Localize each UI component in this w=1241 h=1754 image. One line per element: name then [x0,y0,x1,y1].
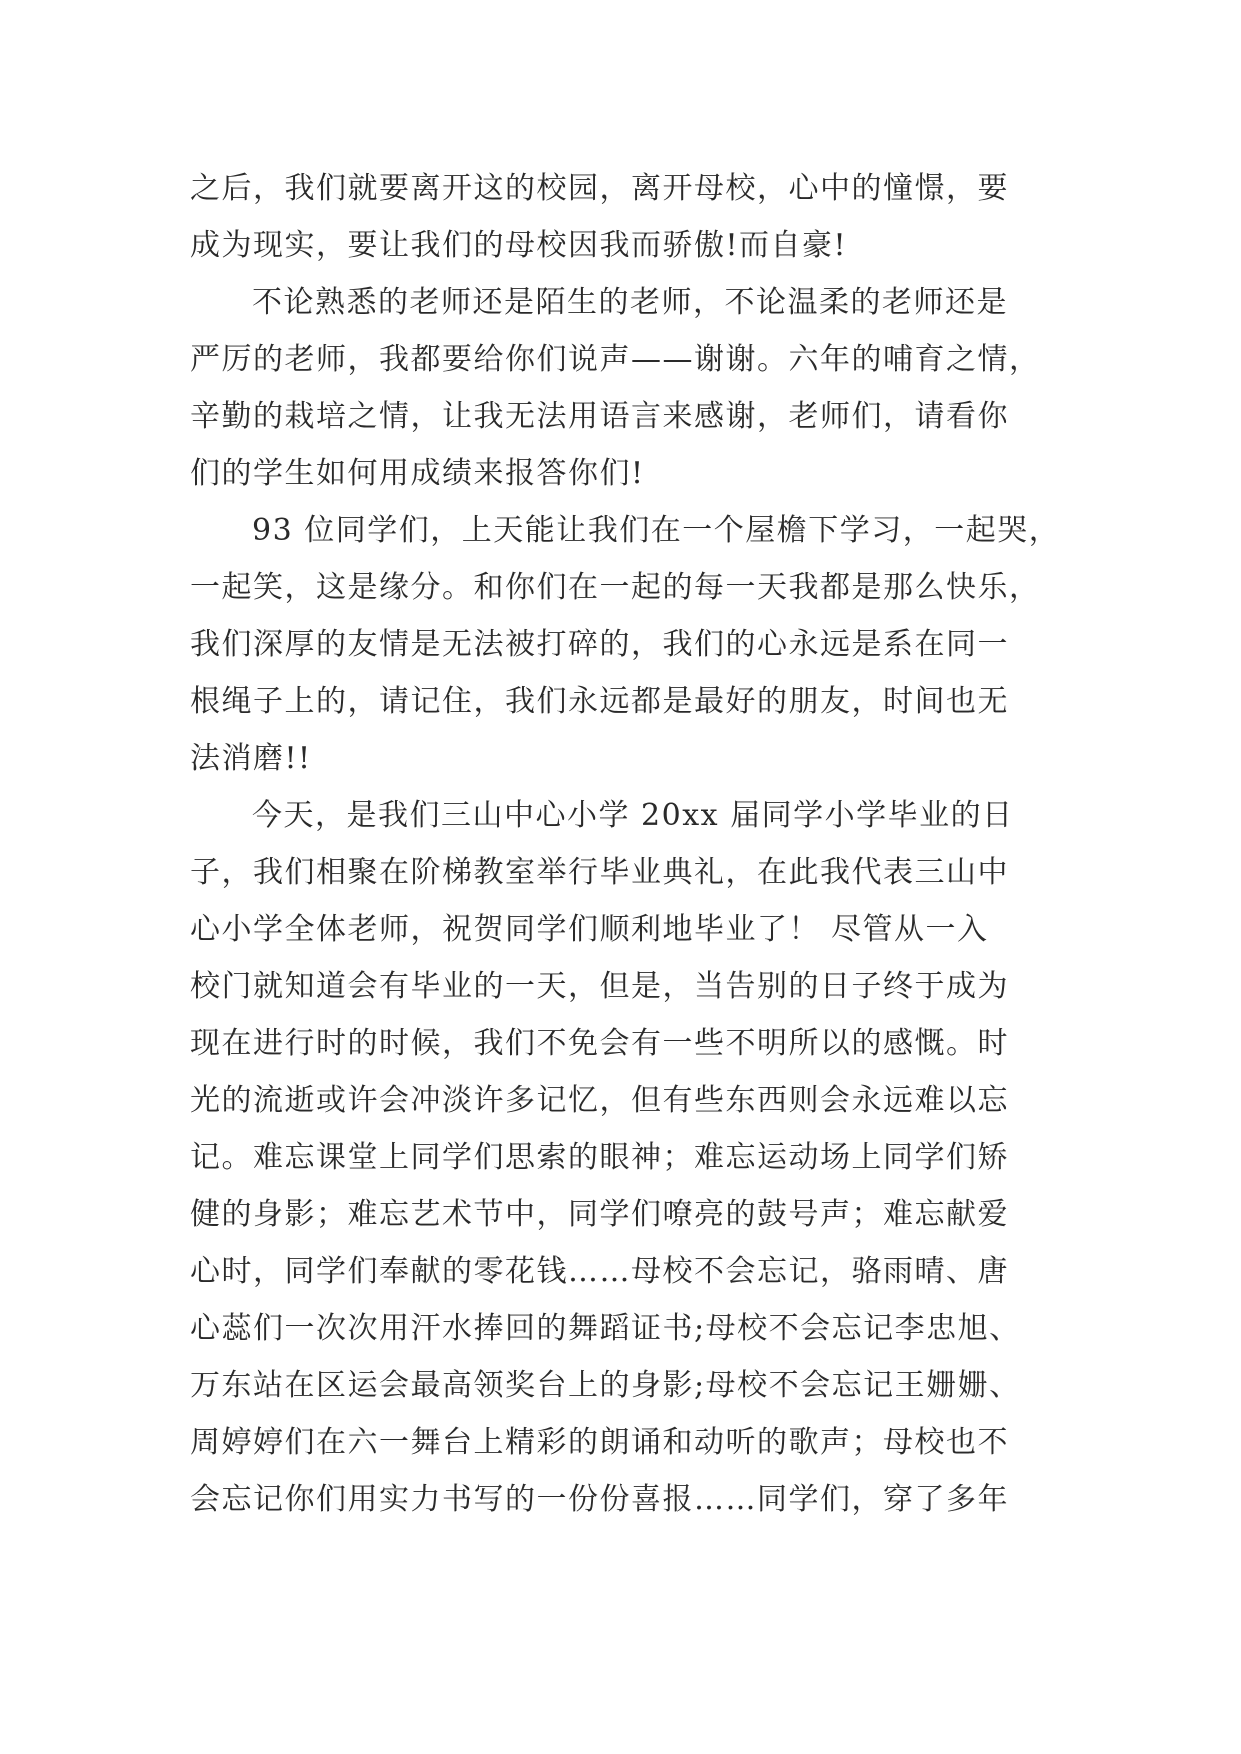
text-line: 成为现实，要让我们的母校因我而骄傲!而自豪! [190,228,848,263]
text-line: 心蕊们一次次用汗水捧回的舞蹈证书;母校不会忘记李忠旭、 [190,1311,1021,1346]
text-line: 校门就知道会有毕业的一天，但是，当告别的日子终于成为 [190,969,1009,1004]
text-line: 辛勤的栽培之情，让我无法用语言来感谢，老师们，请看你 [190,399,1009,434]
text-line: 光的流逝或许会冲淡许多记忆，但有些东西则会永远难以忘 [190,1083,1009,1118]
text-line: 会忘记你们用实力书写的一份份喜报……同学们，穿了多年 [190,1482,1009,1517]
text-line: 不论熟悉的老师还是陌生的老师，不论温柔的老师还是 [252,285,1008,320]
text-line: 心时，同学们奉献的零花钱……母校不会忘记，骆雨晴、唐 [190,1254,1009,1289]
document-body [190,160,1061,1528]
text-line: 现在进行时的时候，我们不免会有一些不明所以的感慨。时 [190,1026,1009,1061]
text-line: 健的身影；难忘艺术节中，同学们嘹亮的鼓号声；难忘献爱 [190,1197,1009,1232]
text-line: 之后，我们就要离开这的校园，离开母校，心中的憧憬，要 [190,171,1009,206]
text-line: 记。难忘课堂上同学们思索的眼神；难忘运动场上同学们矫 [190,1140,1009,1175]
text-line: 周婷婷们在六一舞台上精彩的朗诵和动听的歌声；母校也不 [190,1425,1009,1460]
text-line: 今天，是我们三山中心小学 20xx 届同学小学毕业的日 [252,798,1014,833]
text-line: 根绳子上的，请记住，我们永远都是最好的朋友，时间也无 [190,684,1009,719]
text-line: 子，我们相聚在阶梯教室举行毕业典礼，在此我代表三山中 [190,855,1009,890]
text-line: 严厉的老师，我都要给你们说声——谢谢。六年的哺育之情， [190,342,1041,377]
text-line: 我们深厚的友情是无法被打碎的，我们的心永远是系在同一 [190,627,1009,662]
text-line: 万东站在区运会最高领奖台上的身影;母校不会忘记王姗姗、 [190,1368,1021,1403]
text-line: 93 位同学们，上天能让我们在一个屋檐下学习，一起哭， [252,513,1061,548]
text-line: 法消磨!! [190,741,312,776]
text-line: 心小学全体老师，祝贺同学们顺利地毕业了！ 尽管从一入 [190,912,989,947]
text-line: 们的学生如何用成绩来报答你们! [190,456,645,491]
text-line: 一起笑，这是缘分。和你们在一起的每一天我都是那么快乐， [190,570,1041,605]
